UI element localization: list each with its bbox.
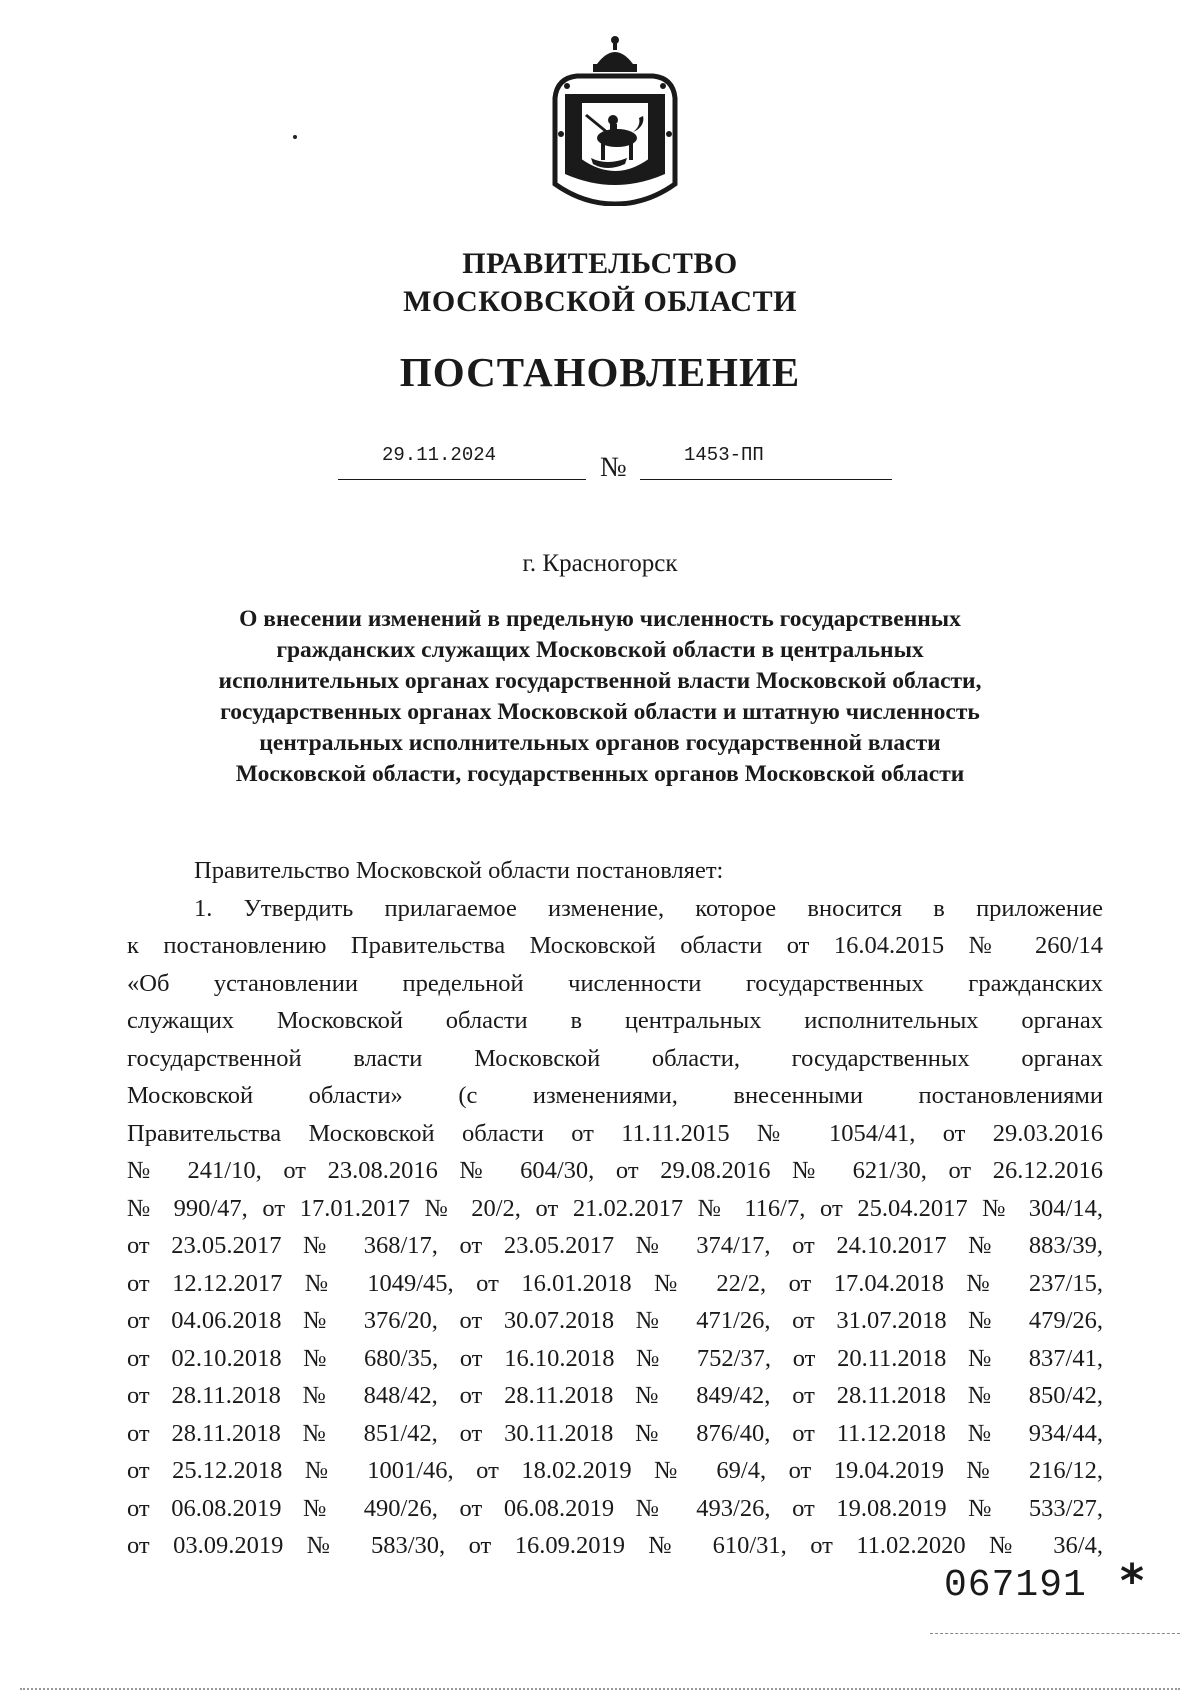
- scan-edge-dots: [20, 1688, 1180, 1690]
- date-underline: [338, 479, 586, 480]
- body-line: от 03.09.2019 № 583/30, от 16.09.2019 № 610/31, от 11.02.2020 № 36/4,: [127, 1532, 1103, 1559]
- document-number: 1453-ПП: [684, 444, 764, 466]
- body-line: от 04.06.2018 № 376/20, от 30.07.2018 № 471/26, от 31.07.2018 № 479/26,: [127, 1307, 1103, 1334]
- org-line-2: МОСКОВСКОЙ ОБЛАСТИ: [403, 285, 797, 318]
- number-sign: №: [600, 452, 627, 483]
- coat-of-arms-emblem: [547, 34, 683, 206]
- body-line: от 23.05.2017 № 368/17, от 23.05.2017 № 374/17, от 24.10.2017 № 883/39,: [127, 1232, 1103, 1259]
- org-line-1: ПРАВИТЕЛЬСТВО: [462, 247, 738, 280]
- document-date: 29.11.2024: [382, 444, 497, 466]
- document-title: [120, 604, 1080, 790]
- city: г. Красногорск: [522, 550, 678, 577]
- body-line: Правительства Московской области от 11.11.2015 № 1054/41, от 29.03.2016: [127, 1119, 1103, 1147]
- body-line: от 06.08.2019 № 490/26, от 06.08.2019 № 493/26, от 19.08.2019 № 533/27,: [127, 1494, 1103, 1522]
- body-line: от 28.11.2018 № 851/42, от 30.11.2018 № 876/40, от 11.12.2018 № 934/44,: [127, 1419, 1103, 1447]
- title-line: Московской области, государственных органов Московской области: [235, 761, 965, 787]
- document-body: [127, 852, 1103, 1565]
- body-line: № 241/10, от 23.08.2016 № 604/30, от 29.08.2016 № 621/30, от 26.12.2016: [127, 1157, 1103, 1184]
- body-line: от 25.12.2018 № 1001/46, от 18.02.2019 № 69/4, от 19.04.2019 № 216/12,: [127, 1457, 1103, 1484]
- document-type: ПОСТАНОВЛЕНИЕ: [399, 349, 801, 395]
- government-name: [0, 245, 1200, 321]
- body-line: от 12.12.2017 № 1049/45, от 16.01.2018 № 22/2, от 17.04.2018 № 237/15,: [127, 1269, 1103, 1297]
- scan-artifact: [293, 135, 297, 139]
- title-line: центральных исполнительных органов государственной власти: [259, 730, 941, 756]
- body-line: 1. Утвердить прилагаемое изменение, которое вносится в приложение: [194, 894, 1103, 922]
- title-line: государственных органах Московской области и штатную численность: [220, 699, 980, 725]
- body-line: «Об установлении предельной численности государственных гражданских: [127, 969, 1103, 997]
- title-line: гражданских служащих Московской области в центральных: [276, 637, 924, 663]
- body-line: от 02.10.2018 № 680/35, от 16.10.2018 № 752/37, от 20.11.2018 № 837/41,: [127, 1344, 1103, 1372]
- body-line: от 28.11.2018 № 848/42, от 28.11.2018 № 849/42, от 28.11.2018 № 850/42,: [127, 1382, 1103, 1409]
- asterisk-mark: *: [1120, 1554, 1145, 1608]
- footer-rule: [930, 1633, 1180, 1634]
- body-intro: Правительство Московской области постановляет:: [194, 857, 724, 884]
- serial-number: 067191: [944, 1564, 1087, 1607]
- body-line: № 990/47, от 17.01.2017 № 20/2, от 21.02.2017 № 116/7, от 25.04.2017 № 304/14,: [127, 1194, 1103, 1222]
- body-line: Московской области» (с изменениями, внесенными постановлениями: [127, 1082, 1103, 1109]
- body-line: к постановлению Правительства Московской области от 16.04.2015 № 260/14: [127, 932, 1103, 959]
- title-line: О внесении изменений в предельную численность государственных: [239, 606, 961, 632]
- title-line: исполнительных органах государственной власти Московской области,: [218, 668, 982, 694]
- body-line: государственной власти Московской области, государственных органах: [127, 1044, 1103, 1072]
- number-underline: [640, 479, 892, 480]
- body-line: служащих Московской области в центральных исполнительных органах: [127, 1007, 1103, 1034]
